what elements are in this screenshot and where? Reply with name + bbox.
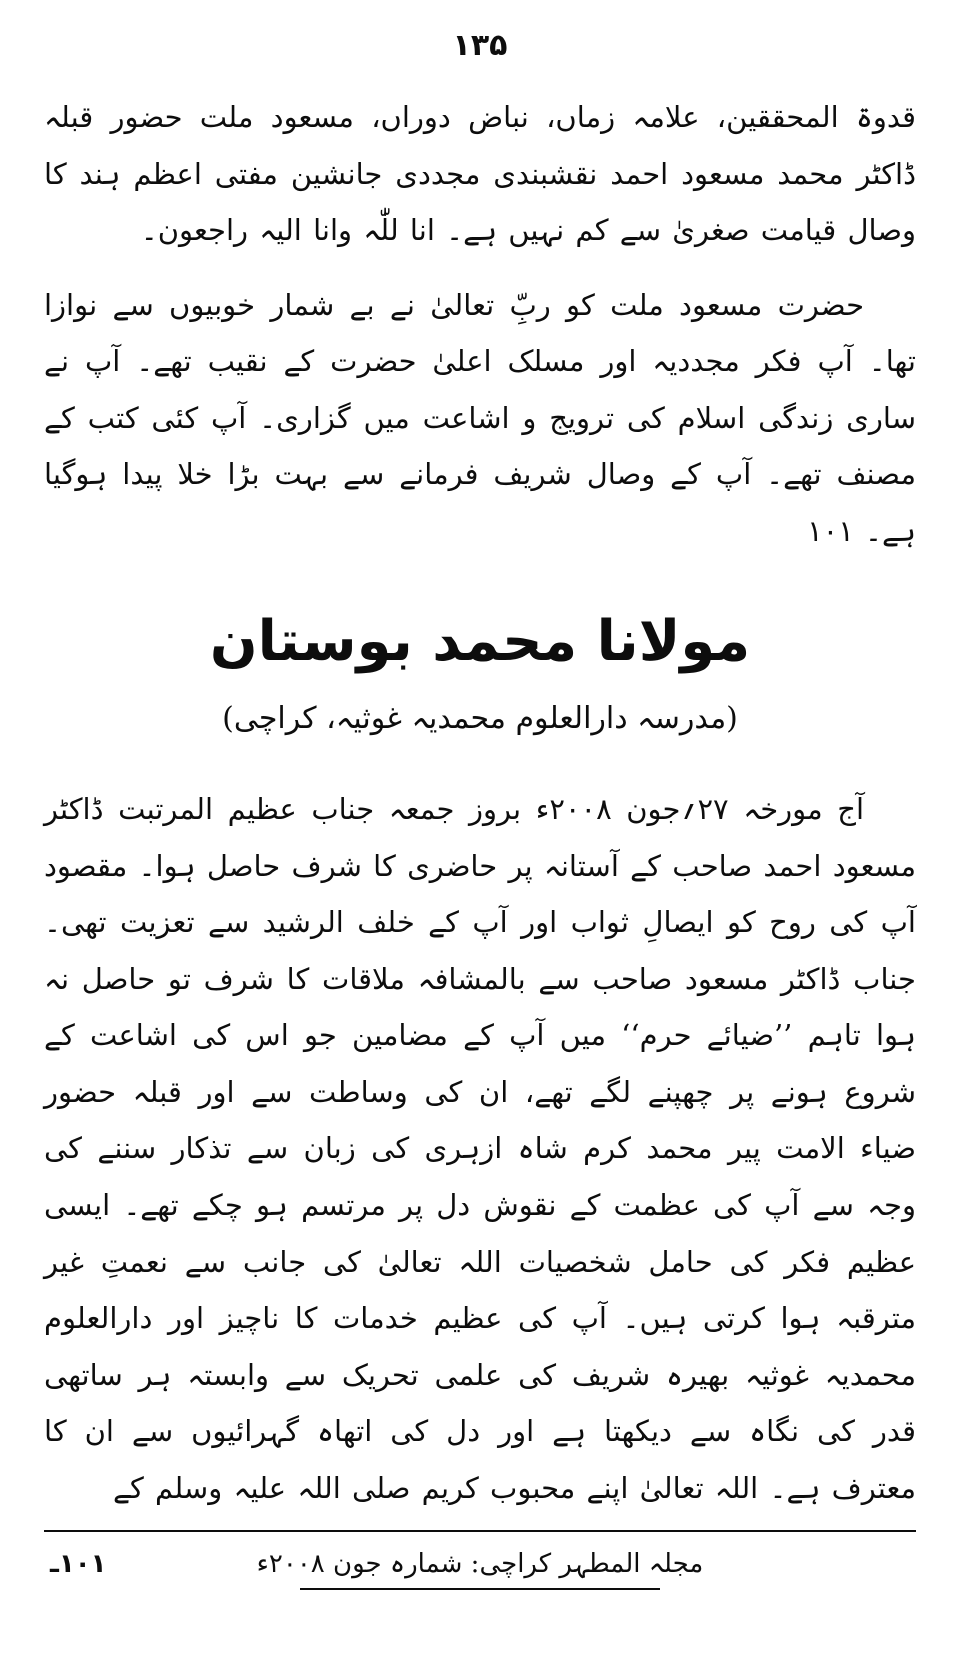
section-subheading: (مدرسہ دارالعلوم محمدیہ غوثیہ، کراچی): [222, 701, 738, 737]
footnote-row: [44, 1542, 916, 1590]
section-heading: مولانا محمد بوستان: [209, 608, 751, 675]
page-number: ۱۳۵: [452, 28, 508, 63]
paragraph-body: آج مورخہ ۲۷؍جون ۲۰۰۸ء بروز جمعہ جناب عظیم المرتبت ڈاکٹر مسعود احمد صاحب کے آستانہ پر حاضری کا شرف حاصل ہوا۔ مقصود آپ کی روح کو ایصالِ ثواب اور آپ کے خلف الرشید سے تعزیت تھی۔ جناب ڈاکٹر مسعود صاحب سے بالمشافہ ملاقات کا شرف تو حاصل نہ ہوا تاہم ’’ضیائے حرم‘‘ میں آپ کے مضامین جو اس کی اشاعت کے شروع ہونے پر چھپنے لگے تھے، ان کی وساطت سے اور قبلہ حضور ضیاء الامت پیر محمد کرم شاہ ازہری کی زبان سے تذکار سننے کی وجہ سے آپ کی عظمت کے نقوش دل پر مرتسم ہو چکے تھے۔ ایسی عظیم فکر کی حامل شخصیات اللہ تعالیٰ کی جانب سے نعمتِ غیر مترقبہ ہوا کرتی ہیں۔ آپ کی عظیم خدمات کا ناچیز اور دارالعلوم محمدیہ غوثیہ بھیرہ شریف کی علمی تحریک سے وابستہ ہر ساتھی قدر کی نگاہ سے دیکھتا ہے اور دل کی اتھاہ گہرائیوں سے ان کا معترف ہے۔ اللہ تعالیٰ اپنے محبوب کریم صلی اللہ علیہ وسلم کے: [44, 792, 916, 1505]
paragraph-tribute: حضرت مسعود ملت کو ربِّ تعالیٰ نے بے شمار خوبیوں سے نوازا تھا۔ آپ فکر مجددیہ اور مسلک اعلیٰ حضرت کے نقیب تھے۔ آپ نے ساری زندگی اسلام کی ترویج و اشاعت میں گزاری۔ آپ کئی کتب کے مصنف تھے۔ آپ کے وصال شریف فرمانے سے بہت بڑا خلا پیدا ہوگیا ہے۔ ۱۰۱: [44, 287, 916, 548]
footnote-underline: [300, 1588, 660, 1590]
footnote-block: [44, 1530, 916, 1590]
paragraph-obituary-intro: قدوۃ المحققین، علامہ زماں، نباض دوراں، مسعود ملت حضور قبلہ ڈاکٹر محمد مسعود احمد نقشبندی مجددی جانشین مفتی اعظم ہند کا وصال قیامت صغریٰ سے کم نہیں ہے۔ انا للّٰہ وانا الیہ راجعون۔: [44, 100, 916, 248]
footnote-marker: ۱۰۱ـ: [50, 1548, 107, 1579]
footnote-divider: [44, 1530, 916, 1532]
footnote-text: مجلہ المطہر کراچی: شمارہ جون ۲۰۰۸ء: [256, 1548, 704, 1579]
